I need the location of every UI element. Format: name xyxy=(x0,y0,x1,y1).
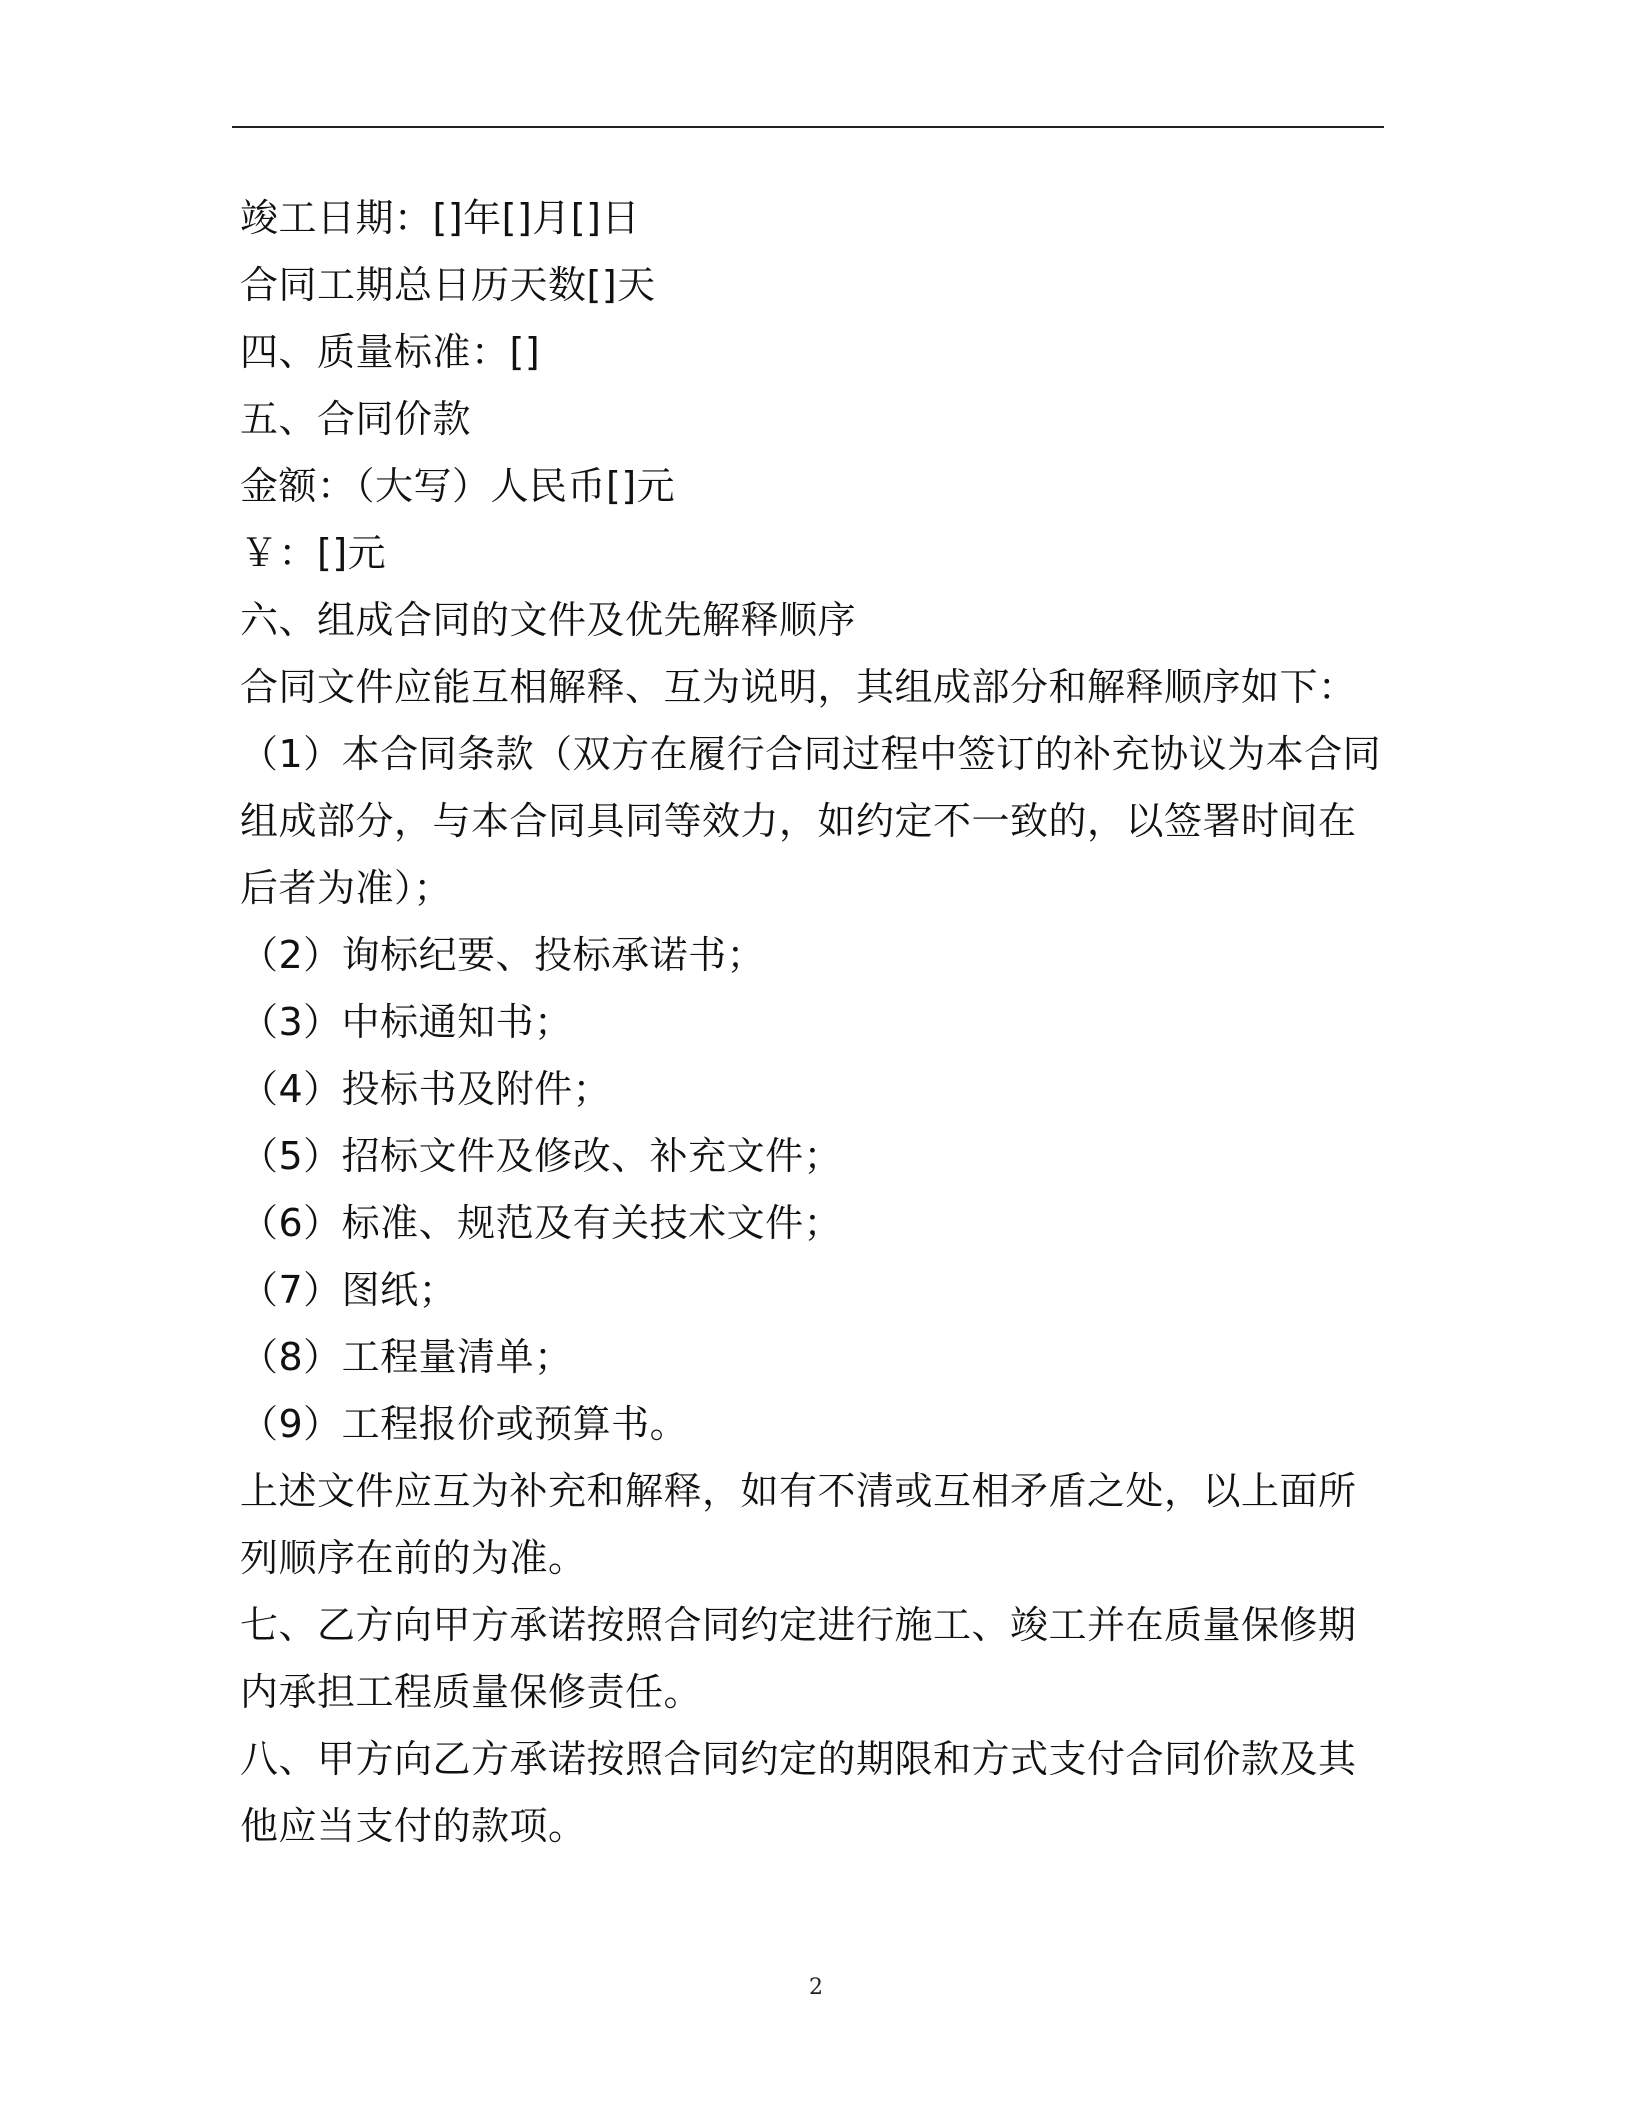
section-4-quality-standard: 四、质量标准：[] xyxy=(240,330,541,374)
amount-in-figures-line: ￥：[]元 xyxy=(240,531,387,575)
document-list-item-9: （9）工程报价或预算书。 xyxy=(240,1402,689,1446)
documents-precedence-paragraph: 上述文件应互为补充和解释，如有不清或互相矛盾之处，以上面所列顺序在前的为准。 xyxy=(240,1469,1357,1580)
amount-in-words-line: 金额：（大写）人民币[]元 xyxy=(240,464,676,508)
document-list-item-2: （2）询标纪要、投标承诺书； xyxy=(240,933,766,977)
section-7-contractor-commitment: 七、乙方向甲方承诺按照合同约定进行施工、竣工并在质量保修期内承担工程质量保修责任。 xyxy=(240,1603,1357,1714)
document-list-item-3: （3）中标通知书； xyxy=(240,1000,573,1044)
page-number: 2 xyxy=(809,1975,823,2000)
header-rule xyxy=(232,126,1384,128)
document-list-item-6: （6）标准、规范及有关技术文件； xyxy=(240,1201,843,1245)
document-list-item-5: （5）招标文件及修改、补充文件； xyxy=(240,1134,843,1178)
section-6-documents-heading: 六、组成合同的文件及优先解释顺序 xyxy=(240,598,857,642)
document-list-item-7: （7）图纸； xyxy=(240,1268,458,1312)
document-body xyxy=(240,185,1388,1860)
section-5-contract-price-heading: 五、合同价款 xyxy=(240,397,472,441)
document-list-item-4: （4）投标书及附件； xyxy=(240,1067,612,1111)
total-calendar-days-line: 合同工期总日历天数[]天 xyxy=(240,263,656,307)
section-8-employer-commitment: 八、甲方向乙方承诺按照合同约定的期限和方式支付合同价款及其他应当支付的款项。 xyxy=(240,1737,1357,1848)
documents-intro-paragraph: 合同文件应能互相解释、互为说明，其组成部分和解释顺序如下： xyxy=(240,665,1357,709)
document-list-item-8: （8）工程量清单； xyxy=(240,1335,573,1379)
document-list-item-1: （1）本合同条款（双方在履行合同过程中签订的补充协议为本合同组成部分，与本合同具同等效力，如约定不一致的，以签署时间在后者为准）； xyxy=(240,732,1382,910)
completion-date-line: 竣工日期：[]年[]月[]日 xyxy=(240,196,640,240)
